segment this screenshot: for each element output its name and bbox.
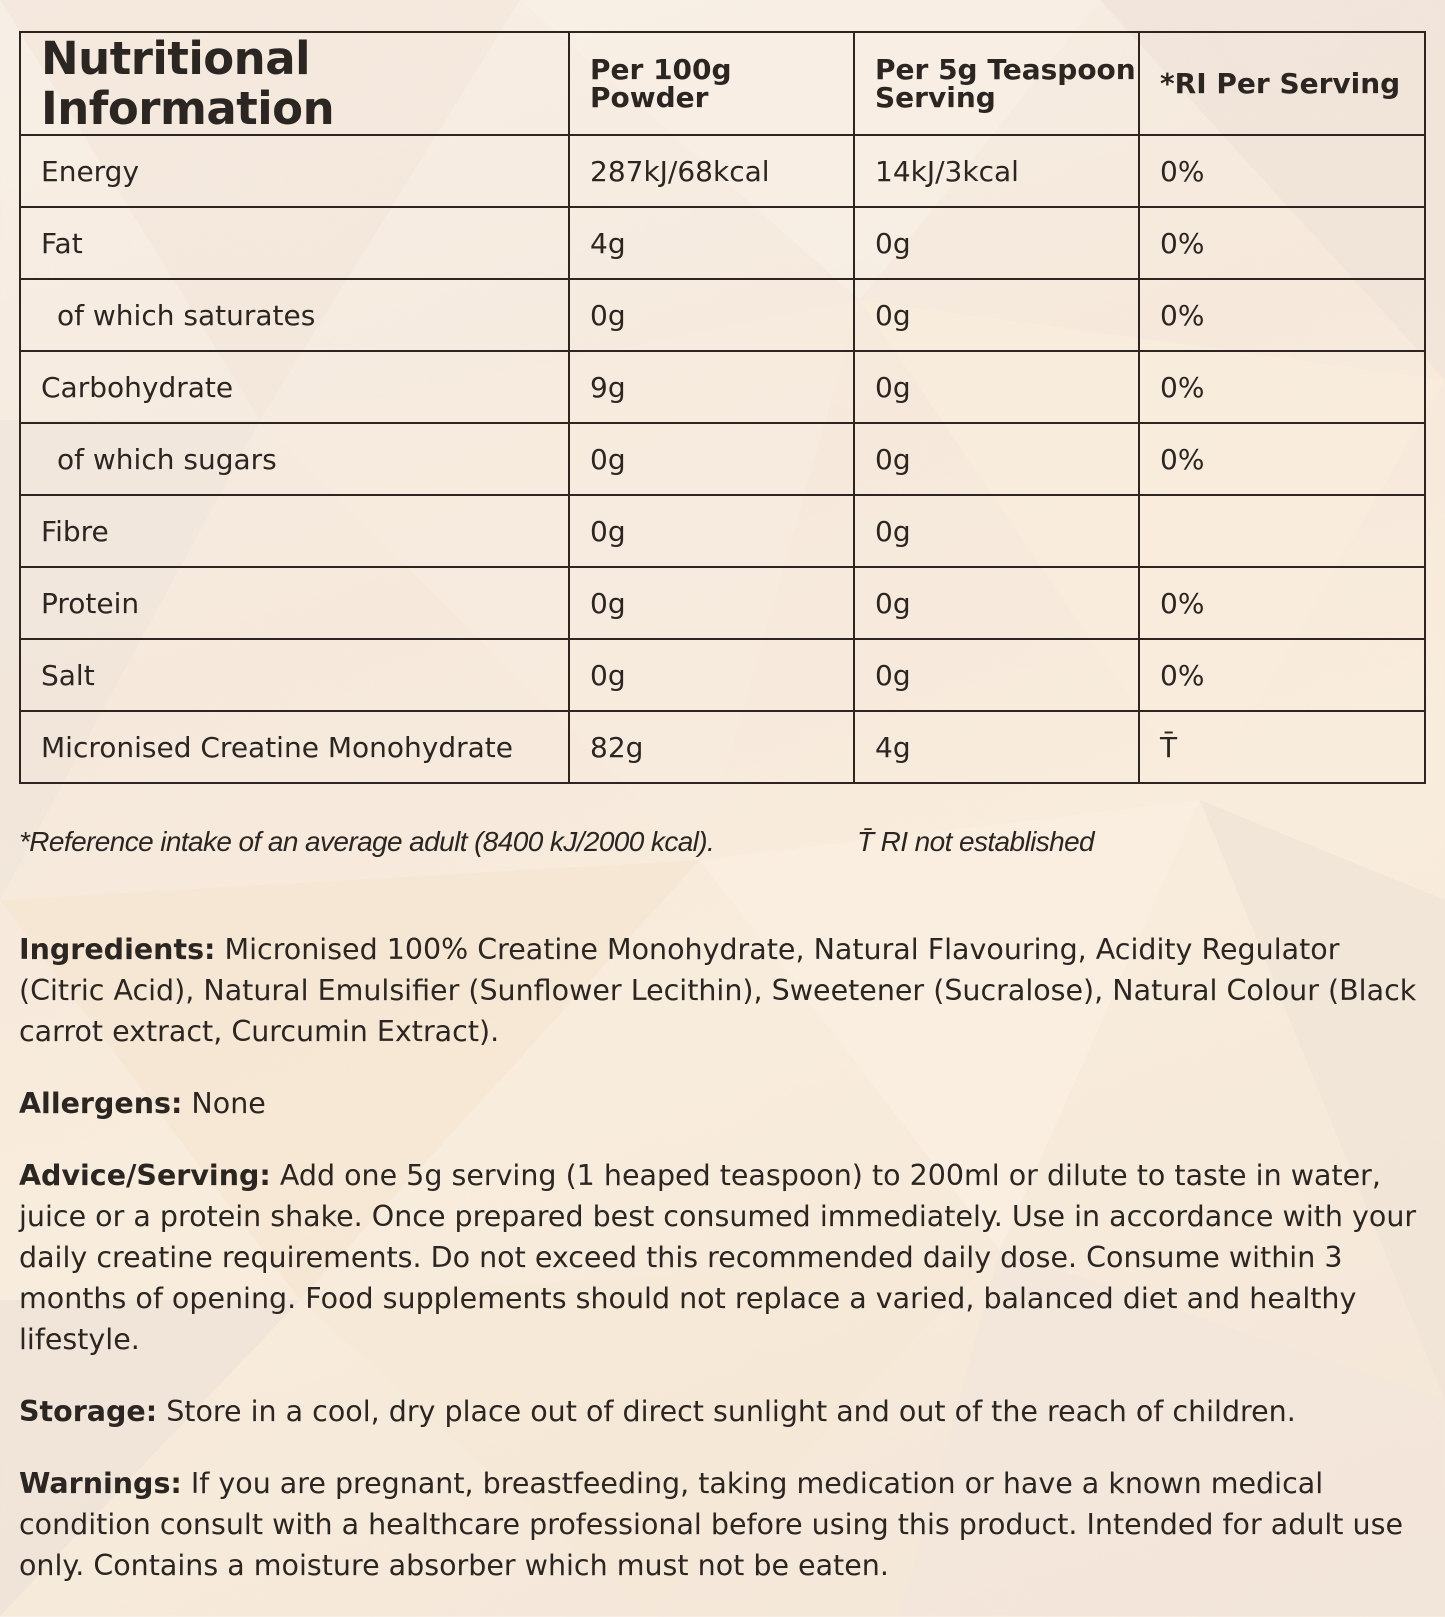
per-100g-value: 0g <box>569 495 854 567</box>
per-100g-value: 0g <box>569 639 854 711</box>
allergens-label: Allergens: <box>19 1087 183 1120</box>
warnings-text: If you are pregnant, breastfeeding, taking medication or have a known medical condition consult with a healthcare professional before using this product. Intended for adult use only. Contains a moisture absorber which must not be eaten. <box>19 1467 1403 1582</box>
header-ri-per-serving: *RI Per Serving <box>1139 32 1425 135</box>
allergens-section <box>19 1083 1419 1124</box>
per-serving-value: 0g <box>854 207 1139 279</box>
per-100g-value: 82g <box>569 711 854 783</box>
nutrient-name: Salt <box>20 639 569 711</box>
per-serving-value: 0g <box>854 495 1139 567</box>
reference-intake-footnote: *Reference intake of an average adult (8400 kJ/2000 kcal). <box>19 826 715 857</box>
ri-value: 0% <box>1139 279 1425 351</box>
allergens-text: None <box>182 1087 266 1120</box>
storage-text: Store in a cool, dry place out of direct sunlight and out of the reach of children. <box>157 1395 1296 1428</box>
advice-text: Add one 5g serving (1 heaped teaspoon) to 200ml or dilute to taste in water, juice or a protein shake. Once prepared best consumed immediately. Use in accordance with your daily creatine requirements. Do not exceed this recommended daily dose. Consume within 3 months of opening. Food supplements should not replace a varied, balanced diet and healthy lifestyle. <box>19 1159 1417 1356</box>
ri-value: 0% <box>1139 207 1425 279</box>
table-row <box>20 567 1425 639</box>
ingredients-section <box>19 929 1419 1052</box>
advice-section <box>19 1155 1419 1360</box>
per-serving-value: 0g <box>854 279 1139 351</box>
storage-label: Storage: <box>19 1395 158 1428</box>
ri-value: 0% <box>1139 639 1425 711</box>
per-serving-value: 14kJ/3kcal <box>854 135 1139 207</box>
header-per-serving: Per 5g Teaspoon Serving <box>854 32 1139 135</box>
table-row <box>20 135 1425 207</box>
nutrient-name: Fat <box>20 207 569 279</box>
per-serving-value: 0g <box>854 423 1139 495</box>
nutrition-table <box>19 31 1426 784</box>
per-100g-value: 9g <box>569 351 854 423</box>
table-row <box>20 351 1425 423</box>
nutrition-header-row <box>20 32 1425 135</box>
table-row <box>20 495 1425 567</box>
table-row <box>20 279 1425 351</box>
table-row <box>20 711 1425 783</box>
nutrient-name: Micronised Creatine Monohydrate <box>20 711 569 783</box>
per-100g-value: 0g <box>569 279 854 351</box>
ingredients-label: Ingredients: <box>19 933 216 966</box>
ri-value: 0% <box>1139 567 1425 639</box>
ri-value: 0% <box>1139 423 1425 495</box>
ingredients-text: Micronised 100% Creatine Monohydrate, Natural Flavouring, Acidity Regulator (Citric Acid), Natural Emulsifier (Sunflower Lecithin), Sweetener (Sucralose), Natural Colour (Black carrot extract, Curcumin Extract). <box>19 933 1417 1048</box>
ri-value: 0% <box>1139 351 1425 423</box>
per-100g-value: 0g <box>569 567 854 639</box>
nutrient-name: Energy <box>20 135 569 207</box>
per-serving-value: 0g <box>854 567 1139 639</box>
per-serving-value: 4g <box>854 711 1139 783</box>
advice-label: Advice/Serving: <box>19 1159 271 1192</box>
ri-value <box>1139 495 1425 567</box>
warnings-label: Warnings: <box>19 1467 182 1500</box>
product-details <box>19 929 1419 1617</box>
ri-value: T̄ <box>1139 711 1425 783</box>
per-serving-value: 0g <box>854 351 1139 423</box>
nutrient-name: Protein <box>20 567 569 639</box>
warnings-section <box>19 1463 1419 1586</box>
footnotes <box>19 826 1424 862</box>
table-row <box>20 207 1425 279</box>
per-100g-value: 287kJ/68kcal <box>569 135 854 207</box>
nutrition-table-title: Nutritional Information <box>20 32 569 135</box>
table-row <box>20 423 1425 495</box>
nutrient-name: of which saturates <box>20 279 569 351</box>
nutrient-name: of which sugars <box>20 423 569 495</box>
per-serving-value: 0g <box>854 639 1139 711</box>
header-per-100g: Per 100g Powder <box>569 32 854 135</box>
per-100g-value: 4g <box>569 207 854 279</box>
ri-value: 0% <box>1139 135 1425 207</box>
nutrient-name: Carbohydrate <box>20 351 569 423</box>
storage-section <box>19 1391 1419 1432</box>
ri-not-established-footnote: T̄ RI not established <box>857 826 1095 857</box>
nutrient-name: Fibre <box>20 495 569 567</box>
per-100g-value: 0g <box>569 423 854 495</box>
table-row <box>20 639 1425 711</box>
